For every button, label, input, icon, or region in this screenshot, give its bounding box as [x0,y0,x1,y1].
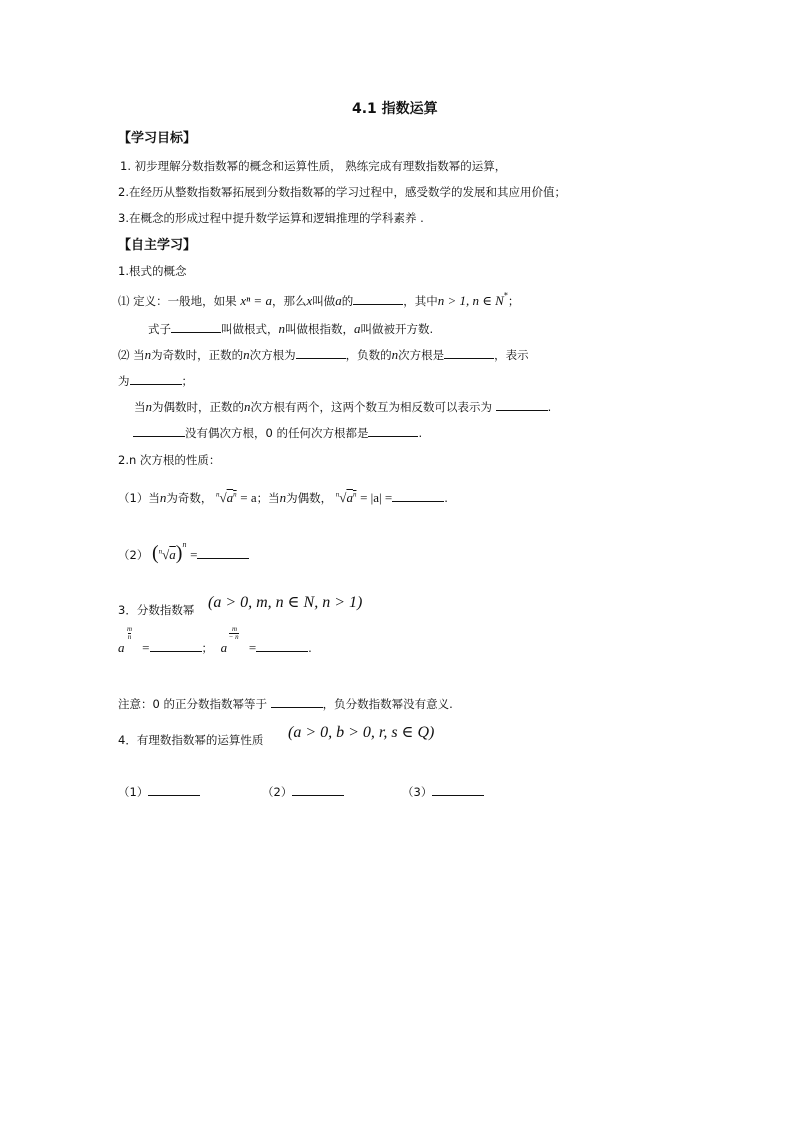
rational-power-heading: 4．有理数指数幂的运算性质 [118,733,264,747]
self-study-heading: 【自主学习】 [118,238,197,253]
odd-root-line: ⑵ 当n为奇数时，正数的n次方根为 ，负数的n次方根是 ，表示 [118,347,529,362]
nth-root-property-1: （1）当n为奇数， $^n√a^n = a$；当n为偶数， $^n√a^n = |a|$ = . [118,490,448,505]
a-power-neg-m-over-n: a m − n [220,625,239,655]
goal-2: 2.在经历从整数指数幂拓展到分数指数幂的学习过程中，感受数学的发展和其应用价值； [118,185,566,199]
odd-root-line-cont: 为 ； [118,374,193,388]
blank[interactable] [292,785,344,796]
blank[interactable] [368,426,418,437]
blank[interactable] [256,641,308,652]
paren-radical-expression: ($^n$√a) [151,542,183,564]
rational-item-2: （2） [262,784,344,800]
nth-root-heading: 2.n 次方根的性质： [118,453,221,467]
blank[interactable] [150,641,202,652]
radical-expression-even: $^n√a^n$ [335,490,357,505]
rational-item-3: （3） [402,784,484,800]
blank[interactable] [392,491,444,502]
rational-power-condition: (a > 0, b > 0, r, s ∈ Q) [288,724,435,741]
a-power-m-over-n: a m n [118,625,133,655]
even-root-line: 当n为偶数时，正数的n次方根有两个，这两个数互为相反数可以表示为 . [134,399,552,414]
radical-heading: 1.根式的概念 [118,264,187,278]
goal-1: 1. 初步理解分数指数幂的概念和运算性质， 熟练完成有理数指数幂的运算， [120,159,507,173]
zero-root-line: 没有偶次方根，0 的任何次方根都是 . [133,425,422,441]
radical-expression: 式子 叫做根式，n叫做根指数，a叫做被开方数. [148,321,434,336]
note-line: 注意：0 的正分数指数幂等于 ，负分数指数幂没有意义. [118,697,453,711]
nth-root-property-2: （2） $(^n√a)^n$ = [118,540,249,565]
blank[interactable] [296,348,346,359]
blank[interactable] [496,400,548,411]
blank[interactable] [171,322,221,333]
blank[interactable] [148,785,200,796]
fractional-power-heading: 3．分数指数幂 [118,603,195,617]
blank[interactable] [271,697,323,708]
blank[interactable] [432,785,484,796]
blank[interactable] [130,374,182,385]
fractional-power-condition: (a > 0, m, n ∈ N, n > 1) [208,594,363,611]
page-title: 4.1 指数运算 [352,101,438,117]
radical-expression-odd: $^n√a^n$ [215,490,237,505]
blank[interactable] [444,348,494,359]
fractional-power-formulas: a m n = ； a m − n = . [118,625,312,655]
blank[interactable] [197,548,249,559]
goal-3: 3.在概念的形成过程中提升数学运算和逻辑推理的学科素养 . [118,211,424,225]
blank[interactable] [133,426,185,437]
goals-heading: 【学习目标】 [118,131,197,146]
radical-definition: ⑴ 定义：一般地，如果 xⁿ = a，那么x叫做a的 ，其中n > 1, n ∈ N*； [118,291,520,308]
blank[interactable] [353,294,403,305]
rational-item-1: （1） [118,784,200,800]
